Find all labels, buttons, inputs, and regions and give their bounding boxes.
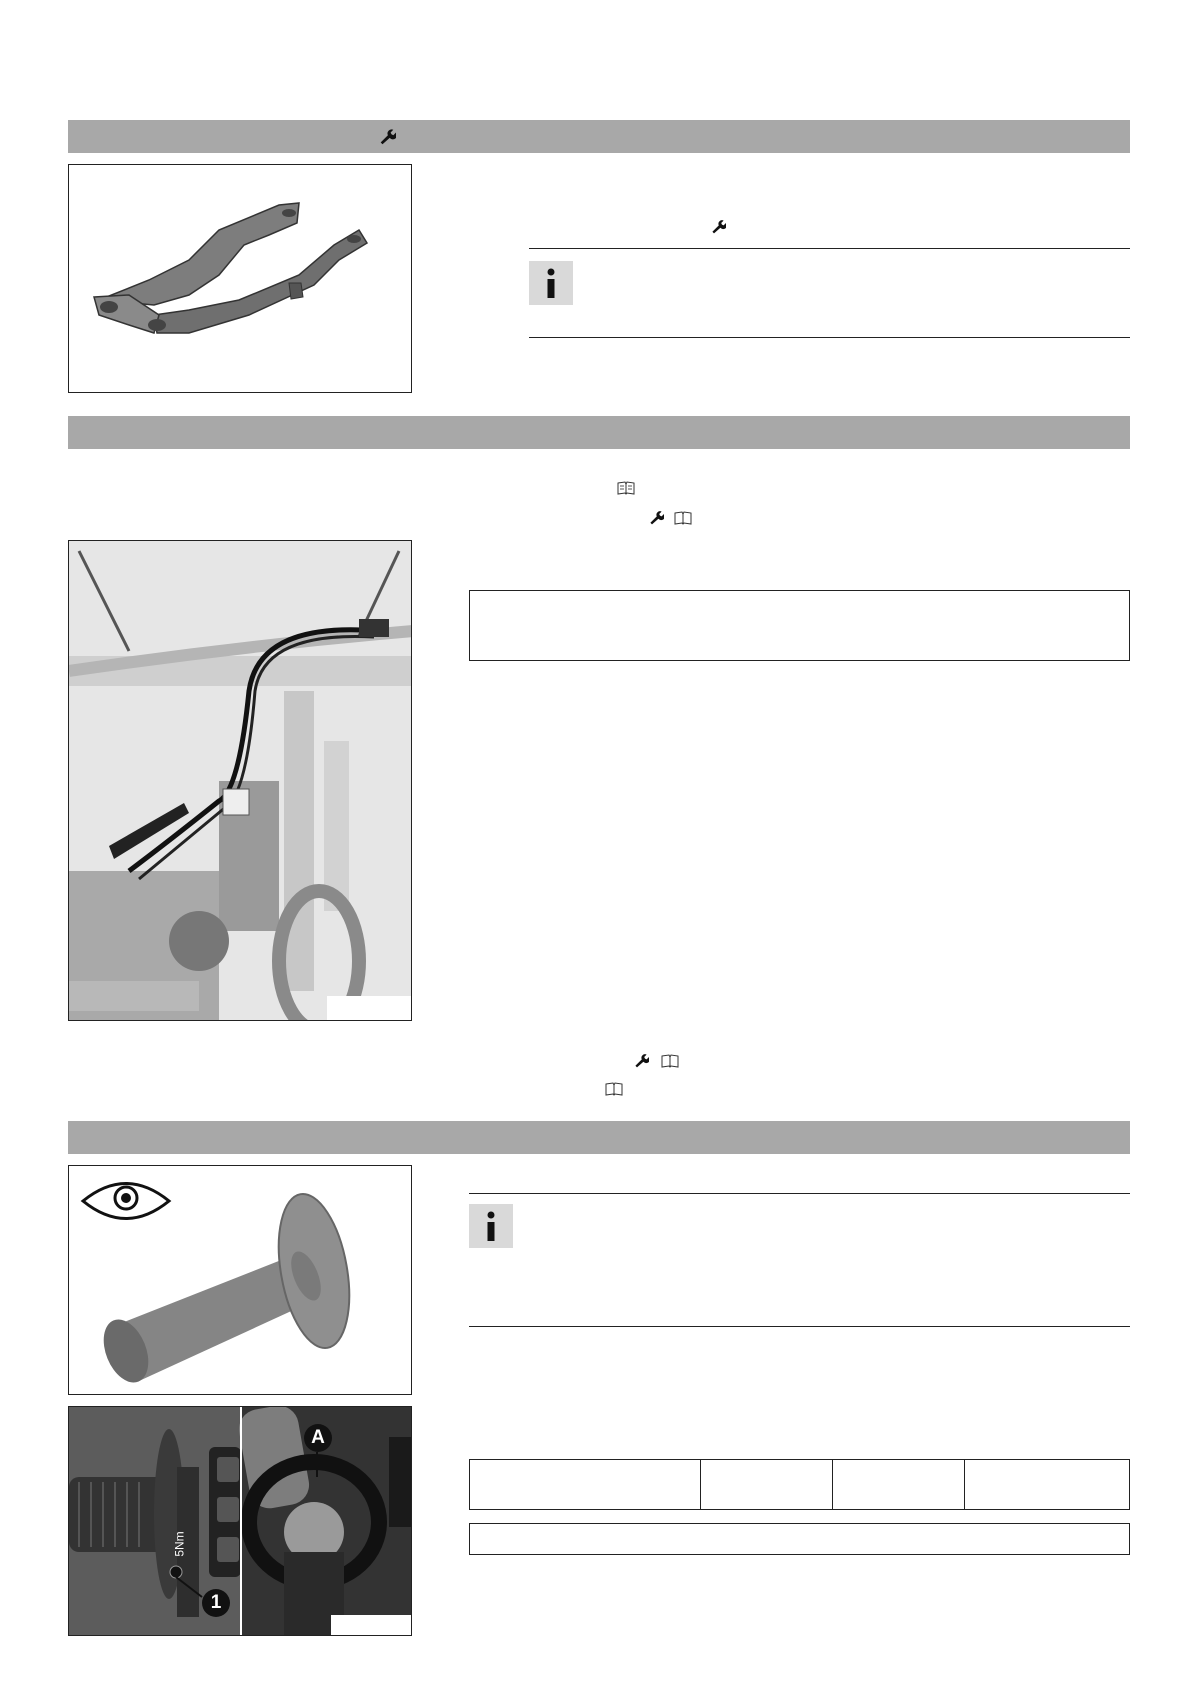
manual-icon (617, 481, 635, 495)
motorcycle-front-photo (69, 541, 412, 1021)
grip-figure (68, 1165, 412, 1395)
callout-a: A (304, 1424, 332, 1452)
eye-icon (83, 1184, 169, 1219)
info-top-rule-1 (529, 248, 1130, 249)
swingarm-drawing (69, 165, 412, 393)
info-icon (529, 261, 573, 305)
table-col-divider (700, 1460, 701, 1509)
section-header-bar-1 (68, 120, 1130, 153)
spec-table-footer (469, 1523, 1130, 1555)
torque-label: 5Nm (172, 1531, 187, 1557)
info-icon (469, 1204, 513, 1248)
manual-icon (605, 1082, 623, 1096)
grip-drawing (69, 1166, 412, 1395)
spec-table (469, 1459, 1130, 1510)
section-header-bar-2 (68, 416, 1130, 449)
callout-1: 1 (202, 1589, 230, 1617)
photo-divider (240, 1407, 242, 1635)
info-top-rule-2 (469, 1193, 1130, 1194)
manual-icon (661, 1054, 679, 1068)
note-box (469, 590, 1130, 661)
wrench-icon (648, 510, 664, 526)
wrench-icon (378, 128, 396, 146)
info-bottom-rule-1 (529, 337, 1130, 338)
table-col-divider (832, 1460, 833, 1509)
swingarm-figure (68, 164, 412, 393)
manual-icon (674, 511, 692, 525)
wrench-icon (633, 1053, 649, 1069)
grip-mounting-figure (68, 1406, 412, 1636)
info-bottom-rule-2 (469, 1326, 1130, 1327)
cable-routing-figure (68, 540, 412, 1021)
wrench-icon (710, 219, 726, 235)
section-header-bar-3 (68, 1121, 1130, 1154)
table-col-divider (964, 1460, 965, 1509)
